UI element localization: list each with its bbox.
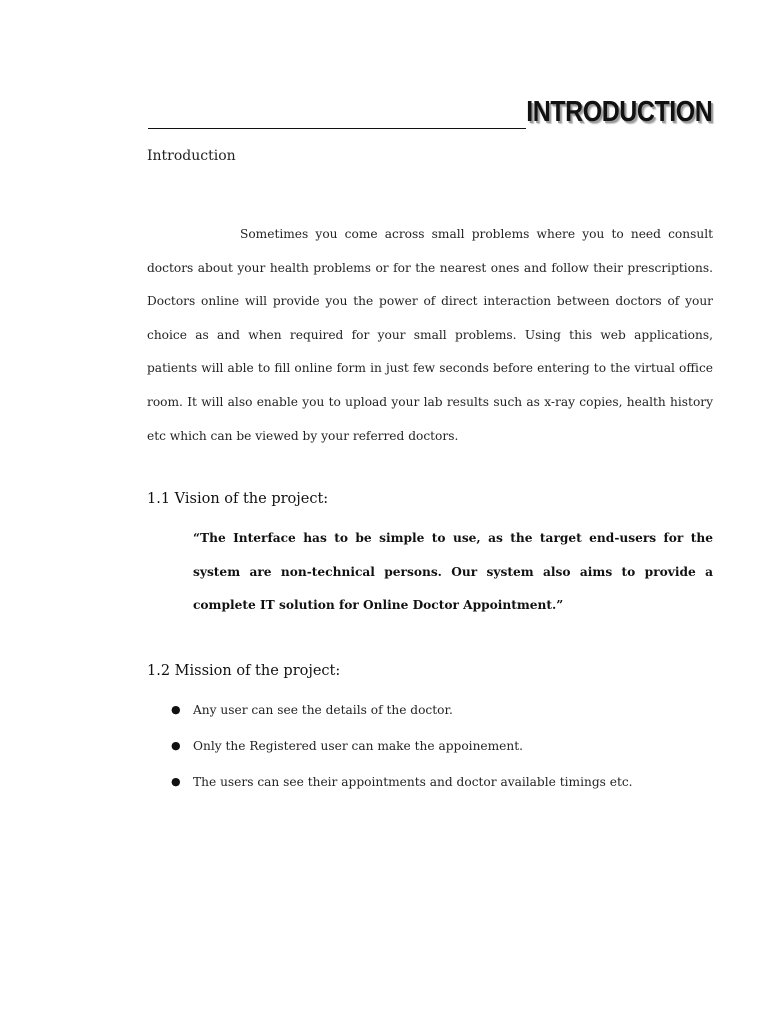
list-item bbox=[147, 734, 713, 770]
vision-quote: “The Interface has to be simple to use, as the target end-users for the system are non-technical persons. Our system also aims to provide a complete IT solution for Online Doctor Appointment.” bbox=[193, 531, 713, 613]
mission-item-text: The users can see their appointments and doctor available timings etc. bbox=[193, 775, 633, 789]
section-label: Introduction bbox=[147, 148, 236, 164]
chapter-heading: INTRODUCTION bbox=[525, 96, 712, 128]
mission-item-text: Any user can see the details of the doctor. bbox=[193, 703, 453, 717]
intro-paragraph: Sometimes you come across small problems where you to need consult doctors about your health problems or for the nearest ones and follow their prescriptions. Doctors online will provide you the power of direct interaction between doctors of your choice as and when required for your small problems. Using this web applications, patients will able to fill online form in just few seconds before entering to the virtual office room. It will also enable you to upload your lab results such as x-ray copies, health history etc which can be viewed by your referred doctors. bbox=[147, 227, 713, 443]
mission-item-text: Only the Registered user can make the appoinement. bbox=[193, 739, 524, 753]
list-item bbox=[147, 770, 713, 806]
bullet-icon: ● bbox=[171, 703, 181, 716]
list-item bbox=[147, 698, 713, 734]
mission-list bbox=[147, 698, 713, 806]
title-underline-rule bbox=[148, 128, 526, 129]
vision-heading: 1.1 Vision of the project: bbox=[147, 491, 329, 507]
mission-heading: 1.2 Mission of the project: bbox=[147, 663, 341, 679]
bullet-icon: ● bbox=[171, 739, 181, 752]
bullet-icon: ● bbox=[171, 775, 181, 788]
